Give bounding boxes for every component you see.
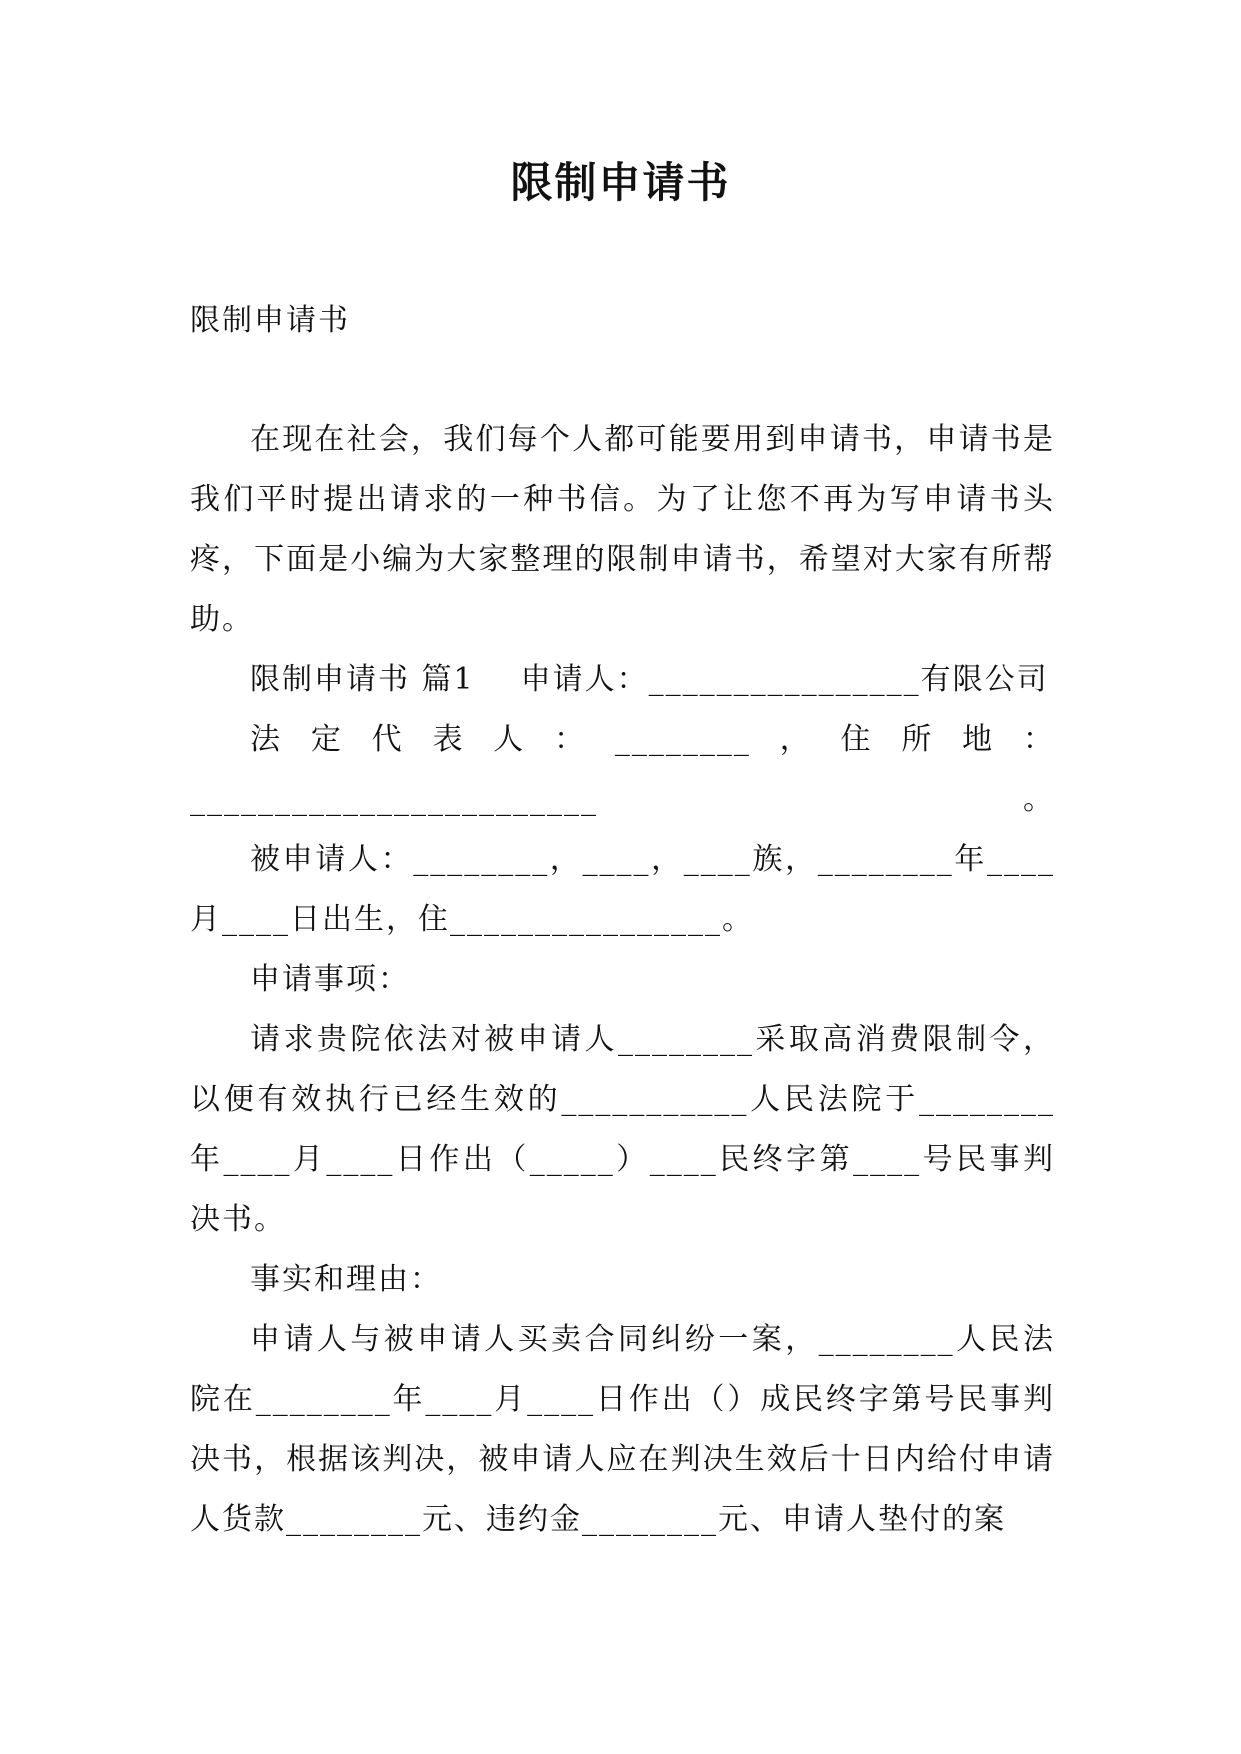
request-paragraph: 请求贵院依法对被申请人________采取高消费限制令，以便有效执行已经生效的___________人民法院于________年____月____日作出（_____）____民终字第____号民事判决书。: [190, 1022, 1055, 1237]
facts-heading: 事实和理由：: [250, 1262, 442, 1297]
application-items-heading: 申请事项：: [250, 962, 410, 997]
section-heading: 限制申请书 篇1: [250, 662, 475, 697]
applicant-line: 申请人：________________有限公司: [520, 662, 1049, 697]
legal-representative-paragraph: 法定代表人：________，住所地：________________________。: [190, 722, 1055, 817]
applicant-paragraph: [190, 650, 1055, 710]
facts-paragraph: 申请人与被申请人买卖合同纠纷一案，________人民法院在________年____月____日作出（）成民终字第号民事判决书，根据该判决，被申请人应在判决生效后十日内给付申请人货款________元、违约金________元、申请人垫付的案: [190, 1322, 1055, 1537]
document-body: [190, 410, 1055, 1550]
document-subtitle: 限制申请书: [190, 303, 350, 338]
respondent-paragraph: 被申请人：________，____，____族，________年____月____日出生，住________________。: [190, 842, 1055, 937]
intro-paragraph: 在现在社会，我们每个人都可能要用到申请书，申请书是我们平时提出请求的一种书信。为了让您不再为写申请书头疼，下面是小编为大家整理的限制申请书，希望对大家有所帮助。: [190, 422, 1055, 637]
document-title: 限制申请书: [510, 158, 731, 207]
